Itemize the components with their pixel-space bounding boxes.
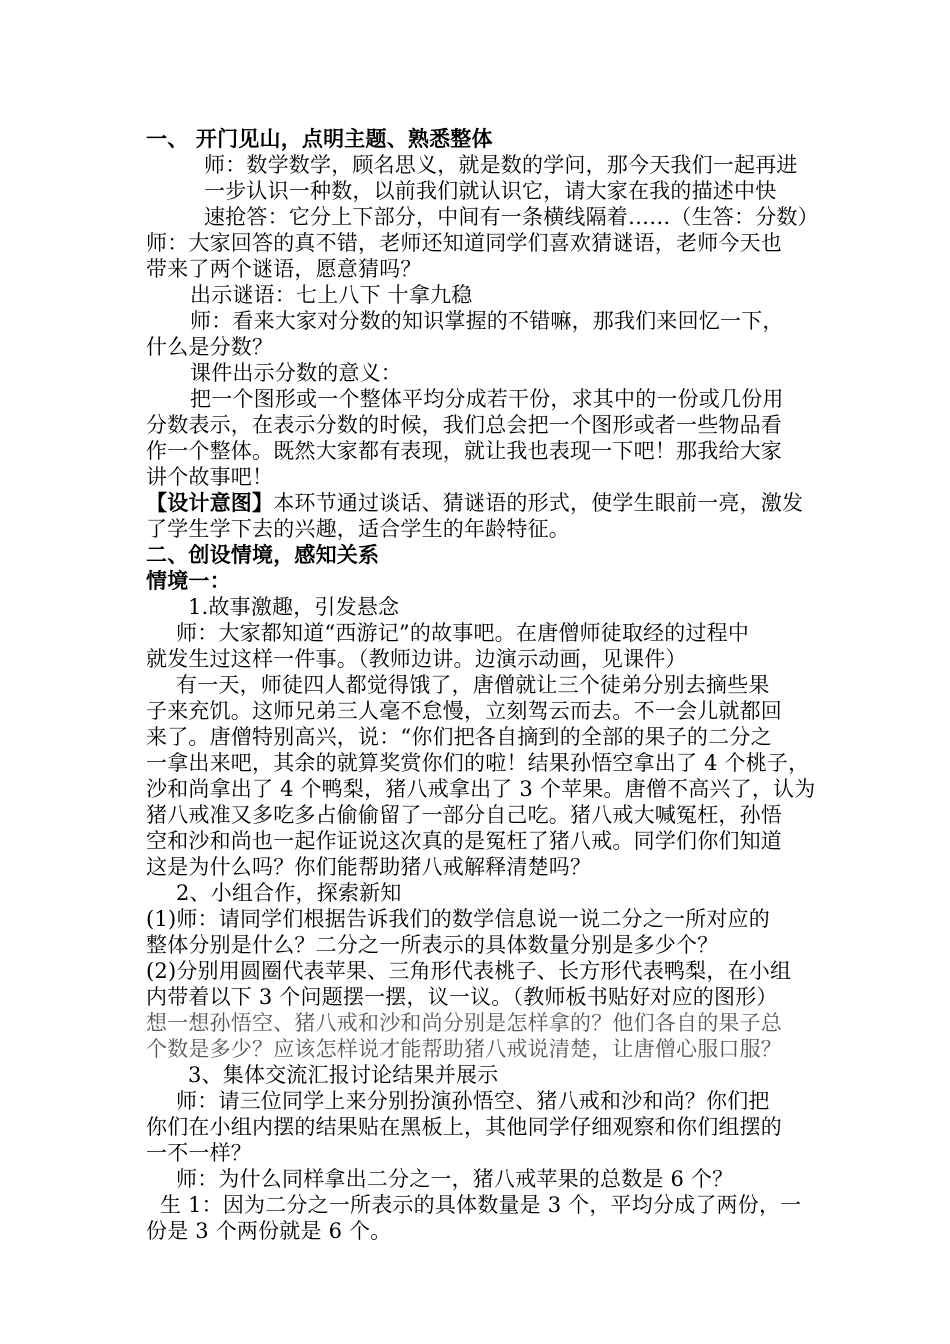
paragraph-line: 课件出示分数的意义：: [190, 361, 402, 385]
paragraph-line: 份是 3 个两份就是 6 个。: [146, 1219, 392, 1243]
design-intent-text: 本环节通过谈话、猜谜语的形式，使学生眼前一亮，激发: [273, 491, 804, 515]
paragraph-line: 想一想孙悟空、猪八戒和沙和尚分别是怎样拿的？他们各自的果子总: [146, 1011, 782, 1035]
riddle-line: 出示谜语：七上八下 十拿九稳: [190, 283, 473, 307]
paragraph-line: 速抢答：它分上下部分，中间有一条横线隔着……（生答：分数）: [204, 205, 819, 229]
paragraph-line: 师：为什么同样拿出二分之一，猪八戒苹果的总数是 6 个？: [176, 1167, 734, 1191]
step-heading: 3、集体交流汇报讨论结果并展示: [188, 1063, 499, 1087]
paragraph-line: 带来了两个谜语，愿意猜吗？: [146, 257, 422, 281]
paragraph-line: 师：请三位同学上来分别扮演孙悟空、猪八戒和沙和尚？你们把: [176, 1089, 770, 1113]
design-intent-label: 【设计意图】: [146, 490, 274, 515]
paragraph-line: 内带着以下 3 个问题摆一摆，议一议。（教师板书贴好对应的图形）: [146, 985, 778, 1009]
paragraph-line: 一不一样？: [146, 1141, 252, 1165]
design-intent-line: [146, 490, 803, 516]
paragraph-line: 空和沙和尚也一起作证说这次真的是冤枉了猪八戒。同学们你们知道: [146, 829, 782, 853]
paragraph-line: 了学生学下去的兴趣，适合学生的年龄特征。: [146, 517, 570, 541]
step-heading: 1.故事激趣，引发悬念: [188, 595, 400, 619]
paragraph-line: 这是为什么吗？你们能帮助猪八戒解释清楚吗？: [146, 855, 592, 879]
paragraph-line: 生 1：因为二分之一所表示的具体数量是 3 个，平均分成了两份，一: [160, 1193, 802, 1217]
paragraph-line: 个数是多少？应该怎样说才能帮助猪八戒说清楚，让唐僧心服口服？: [146, 1037, 782, 1061]
paragraph-line: (1)师：请同学们根据告诉我们的数学信息说一说二分之一所对应的: [146, 907, 770, 931]
paragraph-line: 就发生过这样一件事。（教师边讲。边演示动画，见课件）: [146, 647, 687, 671]
paragraph-line: 沙和尚拿出了 4 个鸭梨，猪八戒拿出了 3 个苹果。唐僧不高兴了，认为: [146, 777, 816, 801]
section-heading-2: 二、创设情境，感知关系: [146, 542, 380, 567]
step-heading: 2、小组合作，探索新知: [176, 881, 402, 905]
paragraph-line: 你们在小组内摆的结果贴在黑板上，其他同学仔细观察和你们组摆的: [146, 1115, 782, 1139]
paragraph-line: 分数表示，在表示分数的时候，我们总会把一个图形或者一些物品看: [146, 413, 782, 437]
paragraph-line: 有一天，师徒四人都觉得饿了，唐僧就让三个徒弟分别去摘些果: [176, 673, 770, 697]
section-heading-1: 一、 开门见山，点明主题、熟悉整体: [146, 126, 493, 151]
paragraph-line: 讲个故事吧！: [146, 465, 274, 489]
paragraph-line: 猪八戒准又多吃多占偷偷留了一部分自己吃。猪八戒大喊冤枉，孙悟: [146, 803, 782, 827]
paragraph-line: 一步认识一种数，以前我们就认识它，请大家在我的描述中快: [204, 179, 777, 203]
paragraph-line: 整体分别是什么？二分之一所表示的具体数量分别是多少个？: [146, 933, 719, 957]
subsection-heading: 情境一：: [146, 568, 231, 593]
paragraph-line: 师：大家回答的真不错，老师还知道同学们喜欢猜谜语，老师今天也: [146, 231, 782, 255]
paragraph-line: 师：看来大家对分数的知识掌握的不错嘛，那我们来回忆一下，: [190, 309, 784, 333]
paragraph-line: 子来充饥。这师兄弟三人毫不怠慢，立刻驾云而去。不一会儿就都回: [146, 699, 782, 723]
paragraph-line: (2)分别用圆圈代表苹果、三角形代表桃子、长方形代表鸭梨，在小组: [146, 959, 792, 983]
paragraph-line: 来了。唐僧特别高兴，说：“你们把各自摘到的全部的果子的二分之: [146, 725, 772, 749]
paragraph-line: 一拿出来吧，其余的就算奖赏你们的啦！结果孙悟空拿出了 4 个桃子，: [146, 751, 810, 775]
paragraph-line: 作一个整体。既然大家都有表现，就让我也表现一下吧！那我给大家: [146, 439, 782, 463]
paragraph-line: 师：大家都知道“西游记”的故事吧。在唐僧师徒取经的过程中: [176, 621, 750, 645]
paragraph-line: 师：数学数学，顾名思义，就是数的学问，那今天我们一起再进: [204, 153, 798, 177]
paragraph-line: 什么是分数？: [146, 335, 274, 359]
paragraph-line: 把一个图形或一个整体平均分成若干份，求其中的一份或几份用: [190, 387, 784, 411]
